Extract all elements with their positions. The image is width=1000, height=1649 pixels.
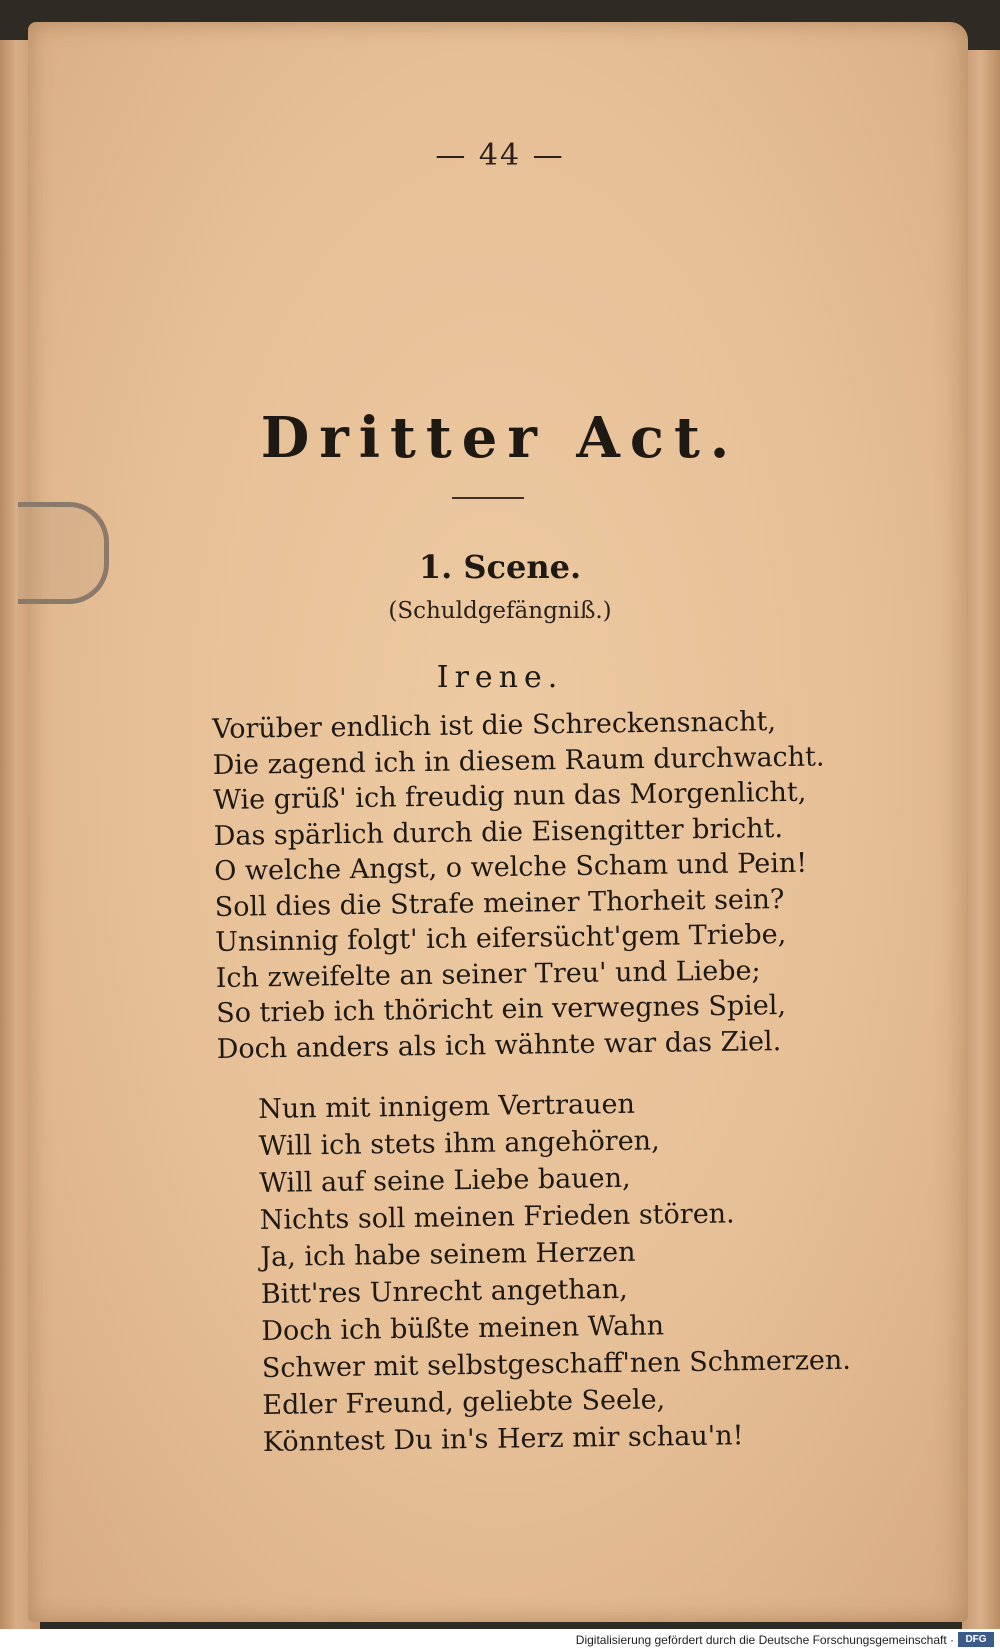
verse-line: Soll dies die Strafe meiner Thorheit sein?: [214, 883, 785, 923]
verse-line: So trieb ich thöricht ein verwegnes Spiel,: [215, 990, 787, 1029]
scene-stage-direction: (Schuldgefängniß.): [388, 598, 612, 624]
dfg-logo: DFG: [958, 1632, 994, 1647]
stanza-recitative: [212, 703, 829, 1067]
verse-line: Wie grüß' ich freudig nun das Morgenlicht,: [213, 776, 807, 816]
verse-line: Doch anders als ich wähnte war das Ziel.: [216, 1025, 782, 1065]
verse-line: O welche Angst, o welche Scham und Pein!: [214, 847, 808, 887]
verse-line: Nun mit innigem Vertrauen: [258, 1088, 636, 1125]
stanza-aria: [258, 1083, 852, 1461]
verse-line: Will ich stets ihm angehören,: [258, 1125, 660, 1162]
verse-line: Ja, ich habe seinem Herzen: [260, 1236, 636, 1273]
verse-line: Das spärlich durch die Eisengitter bricht.: [213, 812, 784, 852]
speaker-name: Irene.: [436, 660, 564, 695]
verse-line: Die zagend ich in diesem Raum durchwacht.: [212, 740, 825, 781]
verse-line: Edler Freund, geliebte Seele,: [262, 1384, 666, 1421]
verse-line: Doch ich büßte meinen Wahn: [261, 1310, 665, 1347]
scene-title: 1. Scene.: [418, 548, 582, 586]
verse-line: Schwer mit selbstgeschaff'nen Schmerzen.: [261, 1344, 852, 1384]
verse-line: Könntest Du in's Herz mir schau'n!: [262, 1420, 744, 1458]
funding-credit: Digitalisierung gefördert durch die Deutsche Forschungsgemeinschaft ·: [575, 1633, 954, 1647]
page-number: — 44 —: [435, 138, 565, 173]
verse-line: Unsinnig folgt' ich eifersücht'gem Triebe,: [215, 919, 787, 958]
verse-line: Bitt'res Unrecht angethan,: [260, 1273, 628, 1310]
title-divider: [452, 497, 524, 499]
verse-line: Will auf seine Liebe bauen,: [259, 1162, 631, 1199]
verse-line: Ich zweifelte an seiner Treu' und Liebe;: [215, 954, 761, 994]
verse-line: Vorüber endlich ist die Schreckensnacht,: [212, 706, 777, 745]
verse-line: Nichts soll meinen Frieden stören.: [259, 1198, 735, 1236]
act-title: Dritter Act.: [260, 405, 740, 471]
